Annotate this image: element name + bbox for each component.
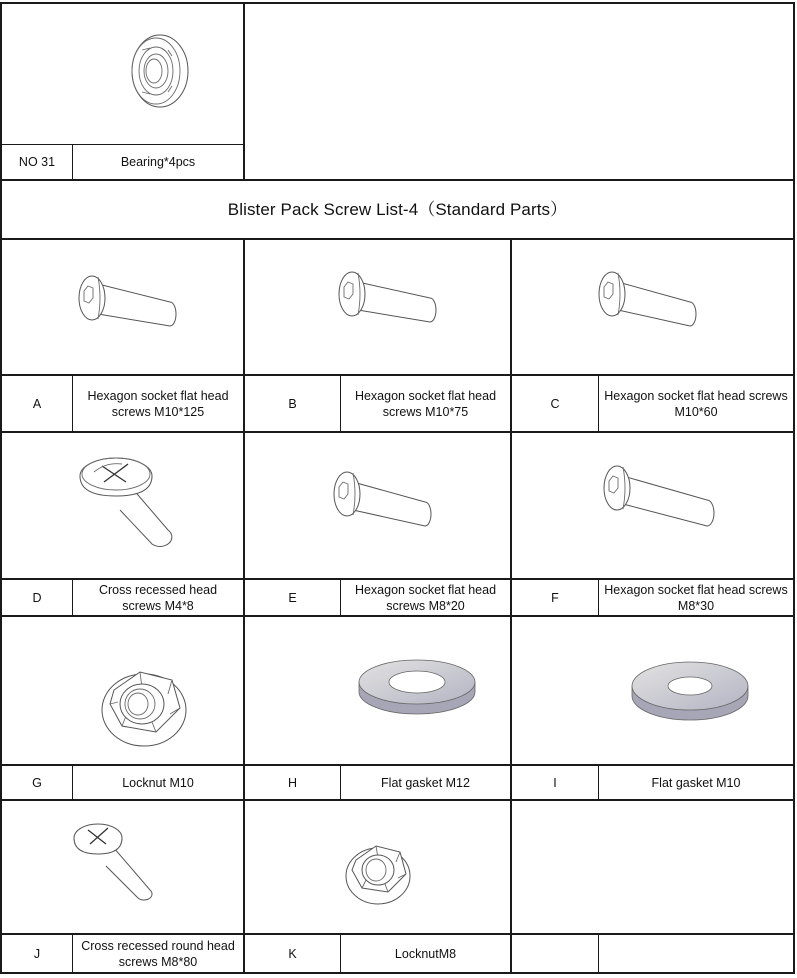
- part-code: H: [287, 775, 298, 790]
- page-title: Blister Pack Screw List-4（Standard Parts）: [227, 199, 568, 219]
- part-name: Cross recessed head screws M4*8: [98, 582, 218, 613]
- part-code: I: [553, 775, 557, 790]
- flange-locknut-icon: [92, 654, 202, 754]
- part-code: A: [32, 396, 42, 411]
- flat-washer-icon: [352, 650, 482, 720]
- cross-recessed-screw-icon: [72, 444, 192, 554]
- part-name: Hexagon socket flat head screws M10*125: [87, 388, 229, 419]
- part-code: B: [288, 396, 297, 411]
- part-name: Hexagon socket flat head screws M8*30: [604, 582, 788, 613]
- part-code: E: [288, 590, 297, 605]
- cross-recessed-screw-icon: [68, 812, 168, 912]
- flange-locknut-icon: [340, 830, 420, 910]
- part-name: Cross recessed round head screws M8*80: [81, 938, 235, 969]
- part-code: J: [33, 946, 41, 961]
- hex-socket-screw-icon: [70, 262, 190, 342]
- bearing-icon: [120, 30, 200, 112]
- hex-socket-screw-icon: [595, 452, 725, 536]
- part-code: K: [288, 946, 297, 961]
- part-code: D: [32, 590, 42, 605]
- flat-washer-icon: [625, 652, 755, 724]
- part-name: Hexagon socket flat head screws M10*60: [604, 388, 788, 419]
- part-code: G: [32, 775, 42, 790]
- part-code: NO 31: [18, 155, 56, 169]
- part-name: Bearing*4pcs: [120, 155, 196, 169]
- part-name: LocknutM8: [394, 946, 457, 961]
- hex-socket-screw-icon: [325, 458, 445, 538]
- part-code: C: [550, 396, 560, 411]
- part-name: Hexagon socket flat head screws M8*20: [354, 582, 497, 613]
- part-name: Locknut M10: [122, 775, 194, 790]
- part-code: F: [551, 590, 559, 605]
- part-name: Hexagon socket flat head screws M10*75: [354, 388, 497, 419]
- hex-socket-screw-icon: [590, 258, 710, 338]
- part-name: Flat gasket M10: [651, 775, 741, 790]
- hex-socket-screw-icon: [330, 258, 450, 338]
- part-name: Flat gasket M12: [381, 775, 470, 790]
